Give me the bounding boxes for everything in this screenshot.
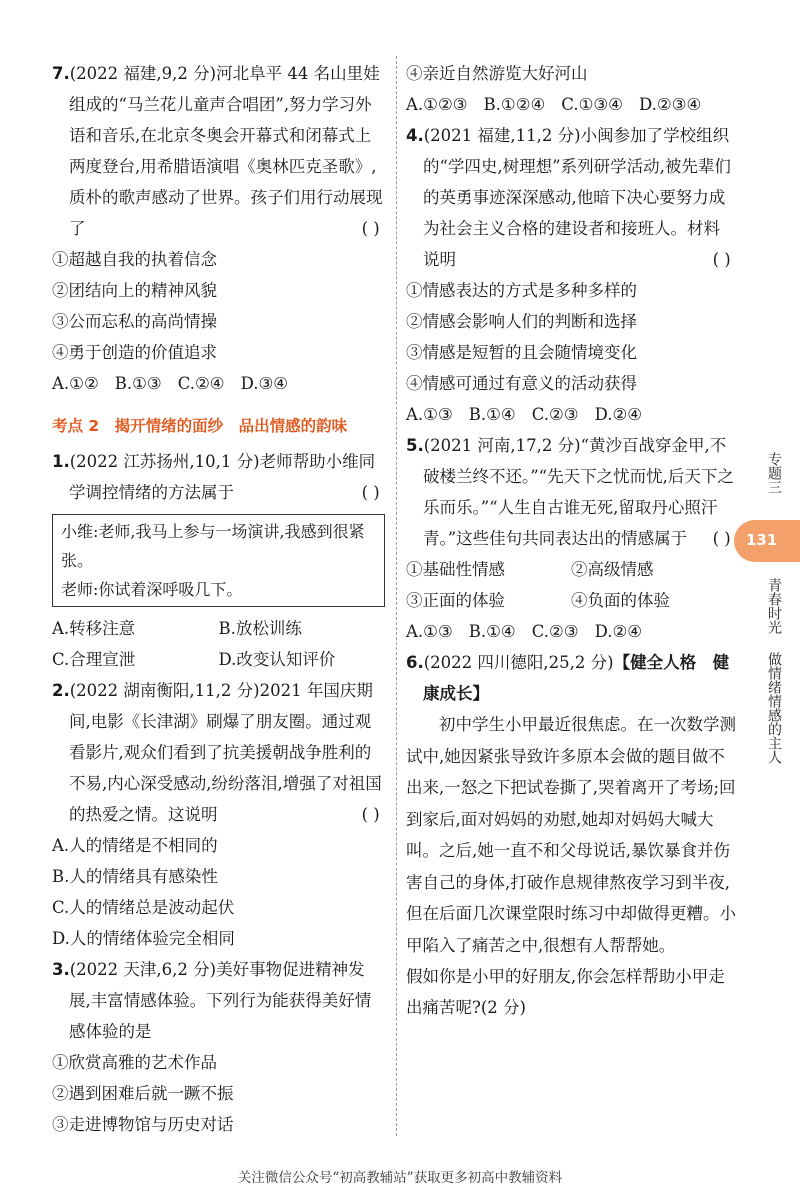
choice-row	[52, 613, 385, 644]
question-number: 3.	[52, 960, 70, 979]
choice-row	[52, 368, 385, 399]
answer-blank[interactable]: ( )	[712, 250, 731, 269]
section-heading: 考点 2 揭开情绪的面纱 品出情感的韵味	[52, 417, 348, 435]
question-stem: (2022 江苏扬州,10,1 分)老师帮助小维同学调控情绪的方法属于	[69, 452, 376, 502]
option-row	[406, 585, 736, 616]
column-divider	[396, 56, 397, 1136]
question-3	[52, 954, 385, 1140]
choice-b[interactable]: B.①②④	[483, 95, 546, 114]
option-item: ①超越自我的执着信念	[52, 250, 217, 269]
choice-a[interactable]: A.①②	[52, 374, 99, 393]
choice-row	[52, 644, 385, 675]
choice-c[interactable]: C.②③	[531, 405, 579, 424]
question-stem: (2021 福建,11,2 分)小闽参加了学校组织的“学四史,树理想”系列研学活动,被先辈们的英勇事迹深深感动,他暗下决心要努力成为社会主义合格的建设者和接班人。材料说明	[423, 126, 731, 269]
question-stem: (2022 福建,9,2 分)河北阜平 44 名山里娃组成的“马兰花儿童声合唱团”,努力学习外语和音乐,在北京冬奥会开幕式和闭幕式上两度登台,用希腊语演唱《奥林匹克圣歌》,质朴的歌声感动了世界。孩子们用行动展现了	[69, 64, 383, 238]
question-number: 6.	[406, 653, 424, 672]
chapter-subtitle: 做情绪情感的主人	[766, 652, 782, 764]
choice-c[interactable]: C.①③④	[561, 95, 623, 114]
question-4	[406, 120, 736, 430]
question-number: 4.	[406, 126, 424, 145]
choice-c[interactable]: C.②④	[177, 374, 225, 393]
option-item: ②高级情感	[571, 560, 654, 579]
answer-blank[interactable]: ( )	[712, 529, 731, 548]
choice-a[interactable]: A.①③	[406, 405, 453, 424]
question-1	[52, 446, 385, 675]
option-item: ④亲近自然游览大好河山	[406, 64, 588, 83]
option-item: ②遇到困难后就一蹶不振	[52, 1084, 234, 1103]
choice-row	[406, 399, 736, 430]
chapter-title: 青春时光	[766, 578, 782, 634]
dialog-line: 小维:老师,我马上参与一场演讲,我感到很紧张。	[61, 522, 365, 570]
question-number: 1.	[52, 452, 70, 471]
choice-d[interactable]: D.人的情绪体验完全相同	[52, 929, 235, 948]
question-6	[406, 647, 736, 1023]
question-stem: (2021 河南,17,2 分)“黄沙百战穿金甲,不破楼兰终不还。”“先天下之忧而忧,后天下之乐而乐。”“人生自古谁无死,留取丹心照汗青。”这些佳句共同表达出的情感属于	[423, 436, 734, 548]
choice-a[interactable]: A.①②③	[406, 95, 468, 114]
answer-blank[interactable]: ( )	[361, 483, 380, 502]
option-item: ④负面的体验	[571, 591, 670, 610]
option-row	[406, 554, 736, 585]
choice-c[interactable]: C.人的情绪总是波动起伏	[52, 898, 235, 917]
option-item: ②团结向上的精神风貌	[52, 281, 217, 300]
answer-blank[interactable]: ( )	[361, 805, 380, 824]
choice-d[interactable]: D.②③④	[638, 95, 702, 114]
choice-d[interactable]: D.②④	[594, 622, 643, 641]
choice-b[interactable]: B.①③	[114, 374, 162, 393]
option-item: ②情感会影响人们的判断和选择	[406, 312, 637, 331]
page-number: 131	[746, 531, 778, 549]
topic-tag: 【健全人格 健康成长】	[423, 653, 730, 703]
choice-b[interactable]: B.放松训练	[218, 619, 302, 638]
option-item: ③正面的体验	[406, 591, 505, 610]
question-5	[406, 430, 736, 647]
choice-b[interactable]: B.人的情绪具有感染性	[52, 867, 218, 886]
choice-d[interactable]: D.改变认知评价	[218, 650, 336, 669]
footer-note: 关注微信公众号“初高教辅站”获取更多初高中教辅资料	[237, 1170, 563, 1186]
option-item: ④勇于创造的价值追求	[52, 343, 217, 362]
question-number: 2.	[52, 681, 70, 700]
option-item: ④情感可通过有意义的活动获得	[406, 374, 637, 393]
question-stem: (2022 湖南衡阳,11,2 分)2021 年国庆期间,电影《长津湖》刷爆了朋友圈。通过观看影片,观众们看到了抗美援朝战争胜利的不易,内心深受感动,纷纷落泪,增强了对祖国的热爱之情。这说明	[69, 681, 382, 824]
question-stem: (2022 天津,6,2 分)美好事物促进精神发展,丰富情感体验。下列行为能获得美好情感体验的是	[69, 960, 372, 1041]
right-column	[406, 58, 736, 1023]
question-number: 7.	[52, 64, 70, 83]
choice-a[interactable]: A.①③	[406, 622, 453, 641]
answer-blank[interactable]: ( )	[361, 219, 380, 238]
question-2	[52, 675, 385, 954]
question-number: 5.	[406, 436, 424, 455]
choice-c[interactable]: C.合理宣泄	[52, 650, 136, 669]
page-number-tab	[734, 520, 800, 562]
dialog-line: 老师:你试着深呼吸几下。	[61, 580, 243, 599]
option-item: ①情感表达的方式是多种多样的	[406, 281, 637, 300]
topic-label: 专题三	[766, 452, 782, 494]
choice-d[interactable]: D.②④	[594, 405, 643, 424]
choice-a[interactable]: A.转移注意	[52, 619, 136, 638]
choice-a[interactable]: A.人的情绪是不相同的	[52, 836, 218, 855]
question-7	[52, 58, 385, 399]
option-item: ①基础性情感	[406, 560, 505, 579]
left-column	[52, 58, 385, 1140]
choice-d[interactable]: D.③④	[240, 374, 289, 393]
material-text: 初中学生小甲最近很焦虑。在一次数学测试中,她因紧张导致许多原本会做的题目做不出来,一怒之下把试卷撕了,哭着离开了考场;回到家后,面对妈妈的劝慰,她却对妈妈大喊大叫。之后,她一直不和父母说话,暴饮暴食并伤害自己的身体,打破作息规律熬夜学习到半夜,但在后面几次课堂限时练习中却做得更糟。小甲陷入了痛苦之中,很想有人帮帮她。	[406, 715, 736, 955]
option-item: ③走进博物馆与历史对话	[52, 1115, 234, 1134]
choice-row	[406, 89, 736, 120]
question-3-continued	[406, 58, 736, 120]
option-item: ③公而忘私的高尚情操	[52, 312, 217, 331]
option-item: ①欣赏高雅的艺术作品	[52, 1053, 217, 1072]
option-item: ③情感是短暂的且会随情境变化	[406, 343, 637, 362]
dialog-box	[52, 514, 385, 607]
choice-b[interactable]: B.①④	[468, 622, 516, 641]
choice-b[interactable]: B.①④	[468, 405, 516, 424]
choice-c[interactable]: C.②③	[531, 622, 579, 641]
question-prompt: 假如你是小甲的好朋友,你会怎样帮助小甲走出痛苦呢?(2 分)	[406, 967, 725, 1017]
choice-row	[406, 616, 736, 647]
question-stem: (2022 四川德阳,25,2 分)	[423, 653, 614, 672]
